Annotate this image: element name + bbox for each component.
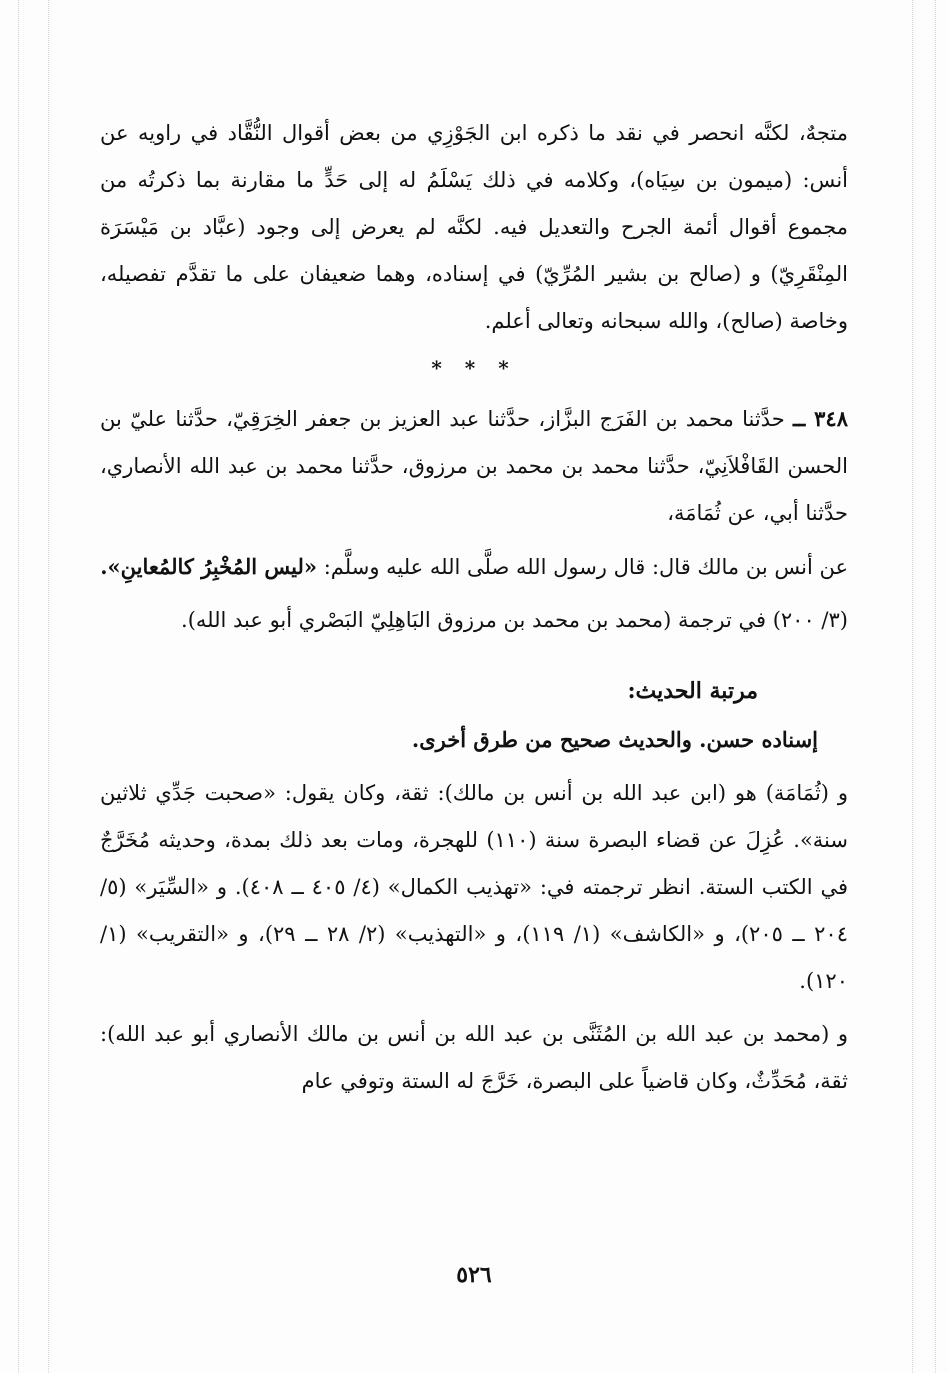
hadith-isnad	[100, 395, 848, 537]
matn-text: «ليس المُخْبِرُ كالمُعاينِ».	[100, 554, 318, 579]
hadith-matn	[100, 543, 848, 591]
grade-text: إسناده حسن. والحديث صحيح من طرق أخرى.	[411, 727, 818, 752]
scan-margin-line	[935, 0, 936, 1373]
page-number: ٥٢٦	[456, 1262, 492, 1288]
scan-margin-line	[912, 0, 913, 1373]
grade-heading: مرتبة الحديث:	[627, 678, 758, 704]
matn-intro: عن أنس بن مالك قال: قال رسول الله صلَّى الله عليه وسلَّم:	[323, 555, 848, 579]
narrator-note-thumama: و (ثُمَامَة) هو (ابن عبد الله بن أنس بن مالك): ثقة، وكان يقول: «صحبت جَدِّي ثلاثين سنة». عُزِلَ عن قضاء البصرة سنة (١١٠) للهجرة، ومات بعد ذلك بمدة، وحديثه مُخَرَّجٌ في الكتب الستة. انظر ترجمته في: «تهذيب الكمال» (٤/ ٤٠٥ ــ ٤٠٨). و «السِّيَر» (٥/ ٢٠٤ ــ ٢٠٥)، و «الكاشف» (١/ ١١٩)، و «التهذيب» (٢/ ٢٨ ــ ٢٩)، و «التقريب» (١/ ١٢٠).	[100, 781, 848, 993]
hadith-number: ٣٤٨ ــ	[792, 406, 848, 431]
scan-margin-line	[48, 0, 49, 1373]
page-body	[100, 110, 848, 1105]
isnad-text: حدَّثنا محمد بن الفَرَج البزَّاز، حدَّثنا عبد العزيز بن جعفر الخِرَقِيّ، حدَّثنا عليّ بن الحسن القَافْلاَنِيّ، حدَّثنا محمد بن محمد بن مرزوق، حدَّثنا محمد بن عبد الله الأنصاري، حدَّثنا أبي، عن ثُمَامَة،	[100, 407, 848, 525]
commentary-paragraph: متجهٌ، لكنَّه انحصر في نقد ما ذكره ابن الجَوْزِي من بعض أقوال النُّقَّاد في راويه عن أنس: (ميمون بن سِيَاه)، وكلامه في ذلك يَسْلَمُ له إلى حَدٍّ ما مقارنة بما ذكرتُه من مجموع أقوال أئمة الجرح والتعديل فيه. لكنَّه لم يعرض إلى وجود (عبَّاد بن مَيْسَرَة المِنْقَرِيّ) و (صالح بن بشير المُرِّيّ) في إسناده، وهما ضعيفان على ما تقدَّم تفصيله، وخاصة (صالح)، والله سبحانه وتعالى أعلم.	[100, 121, 848, 333]
scan-margin-line	[18, 0, 19, 1373]
narrator-note-ansari: و (محمد بن عبد الله بن المُثَنَّى بن عبد الله بن أنس بن مالك الأنصاري أبو عبد الله): ثقة، مُحَدِّثٌ، وكان قاضياً على البصرة، خَرَّجَ له الستة وتوفي عام	[100, 1022, 848, 1093]
section-separator: * * *	[431, 356, 517, 380]
source-reference: (٣/ ٢٠٠) في ترجمة (محمد بن محمد بن مرزوق البَاهِلِيّ البَصْري أبو عبد الله).	[181, 608, 848, 632]
